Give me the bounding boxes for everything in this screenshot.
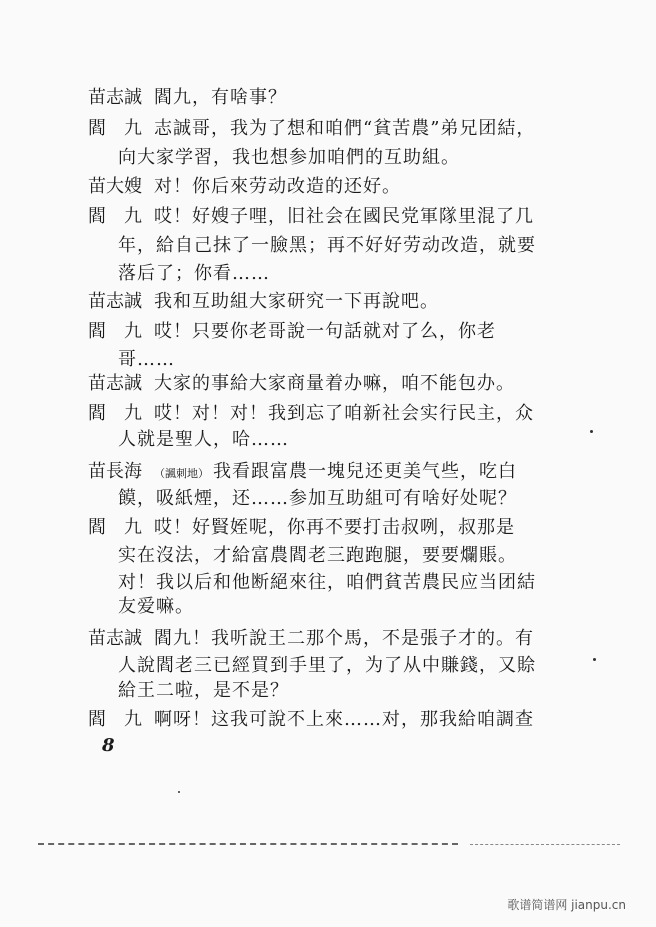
scan-edge-line [38,843,458,845]
dialogue-line [88,370,515,398]
speaker-name: 閻 九 [88,118,142,139]
dialogue-line [88,318,496,346]
dialogue-text: 对！你后來劳动改造的还好。 [154,176,401,197]
dialogue-line [88,458,517,488]
dialogue-text: 人就是聖人，哈…… [118,429,289,450]
dialogue-continuation [118,485,517,513]
dialogue-continuation [118,232,536,260]
site-watermark: 歌谱简谱网 jianpu.cn [507,898,626,912]
dialogue-text: 落后了；你看…… [118,263,270,284]
dialogue-continuation [118,426,289,454]
dialogue-line [88,625,534,653]
dialogue-line [88,84,287,112]
scan-edge-line [470,844,620,845]
dialogue-line [88,514,515,542]
dialogue-continuation [118,677,289,705]
speaker-name: 苗大嫂 [88,176,142,197]
speaker-name: 閻 九 [88,517,142,538]
dialogue-line [88,400,534,428]
page-number: 8 [102,735,115,756]
speaker-name: 苗志誠 [88,291,142,312]
scan-speck [590,430,593,433]
dialogue-text: 实在沒法，才給富農閻老三跑跑腿，要要爛賬。 [118,545,517,566]
dialogue-text: 我和互助組大家研究一下再說吧。 [154,291,439,312]
dialogue-continuation [118,652,536,680]
dialogue-text: 人說閻老三已經買到手里了，为了从中賺錢，又賒 [118,655,536,676]
speaker-name: 苗志誠 [88,373,142,394]
speaker-name: 苗長海 [88,461,142,482]
dialogue-text: 大家的事給大家商量着办嘛，咱不能包办。 [154,373,515,394]
speaker-name: 閻 九 [88,709,142,730]
speaker-name: 閻 九 [88,321,142,342]
dialogue-line [88,115,535,143]
dialogue-continuation [118,542,517,570]
scan-speck [593,658,596,661]
dialogue-text: 饃，吸紙煙，还……参加互助組可有啥好处呢？ [118,488,517,509]
speaker-name: 閻 九 [88,206,142,227]
dialogue-text: 志誠哥，我为了想和咱們“貧苦農”弟兄团結， [154,118,536,139]
dialogue-text: 我看跟富農一塊兒还更美气些，吃白 [213,461,517,482]
speaker-name: 苗志誠 [88,87,142,108]
speaker-name: 苗志誠 [88,628,142,649]
dialogue-text: 哎！对！对！我到忘了咱新社会实行民主，众 [154,403,534,424]
dialogue-continuation [118,144,460,172]
stage-direction: （諷刺地） [154,467,209,480]
speaker-name: 閻 九 [88,403,142,424]
dialogue-text: 年，給自己抹了一臉黑；再不好好劳动改造，就要 [118,235,536,256]
dialogue-text: 啊呀！这我可說不上來……对，那我給咱調查 [154,709,534,730]
dialogue-text: 哎！只要你老哥說一句話就对了么，你老 [154,321,496,342]
scan-speck [178,791,180,793]
dialogue-text: 哎！好嫂子哩，旧社会在國民党軍隊里混了几 [154,206,534,227]
dialogue-text: 哥…… [118,349,175,370]
dialogue-text: 友爱嘛。 [118,596,194,617]
dialogue-text: 对！我以后和他断絕來往，咱們貧苦農民应当团結 [118,572,536,593]
dialogue-text: 閻九，有啥事？ [154,87,287,108]
dialogue-text: 閻九！我听說王二那个馬，不是張子才的。有 [154,628,534,649]
dialogue-text: 向大家学習，我也想参加咱們的互助組。 [118,147,460,168]
dialogue-text: 哎！好賢姪呢，你再不要打击叔咧，叔那是 [154,517,515,538]
dialogue-continuation [118,260,270,288]
dialogue-text: 給王二啦，是不是？ [118,680,289,701]
dialogue-line [88,706,534,734]
dialogue-line [88,203,534,231]
dialogue-line [88,173,401,201]
dialogue-line [88,288,439,316]
dialogue-continuation [118,593,194,621]
